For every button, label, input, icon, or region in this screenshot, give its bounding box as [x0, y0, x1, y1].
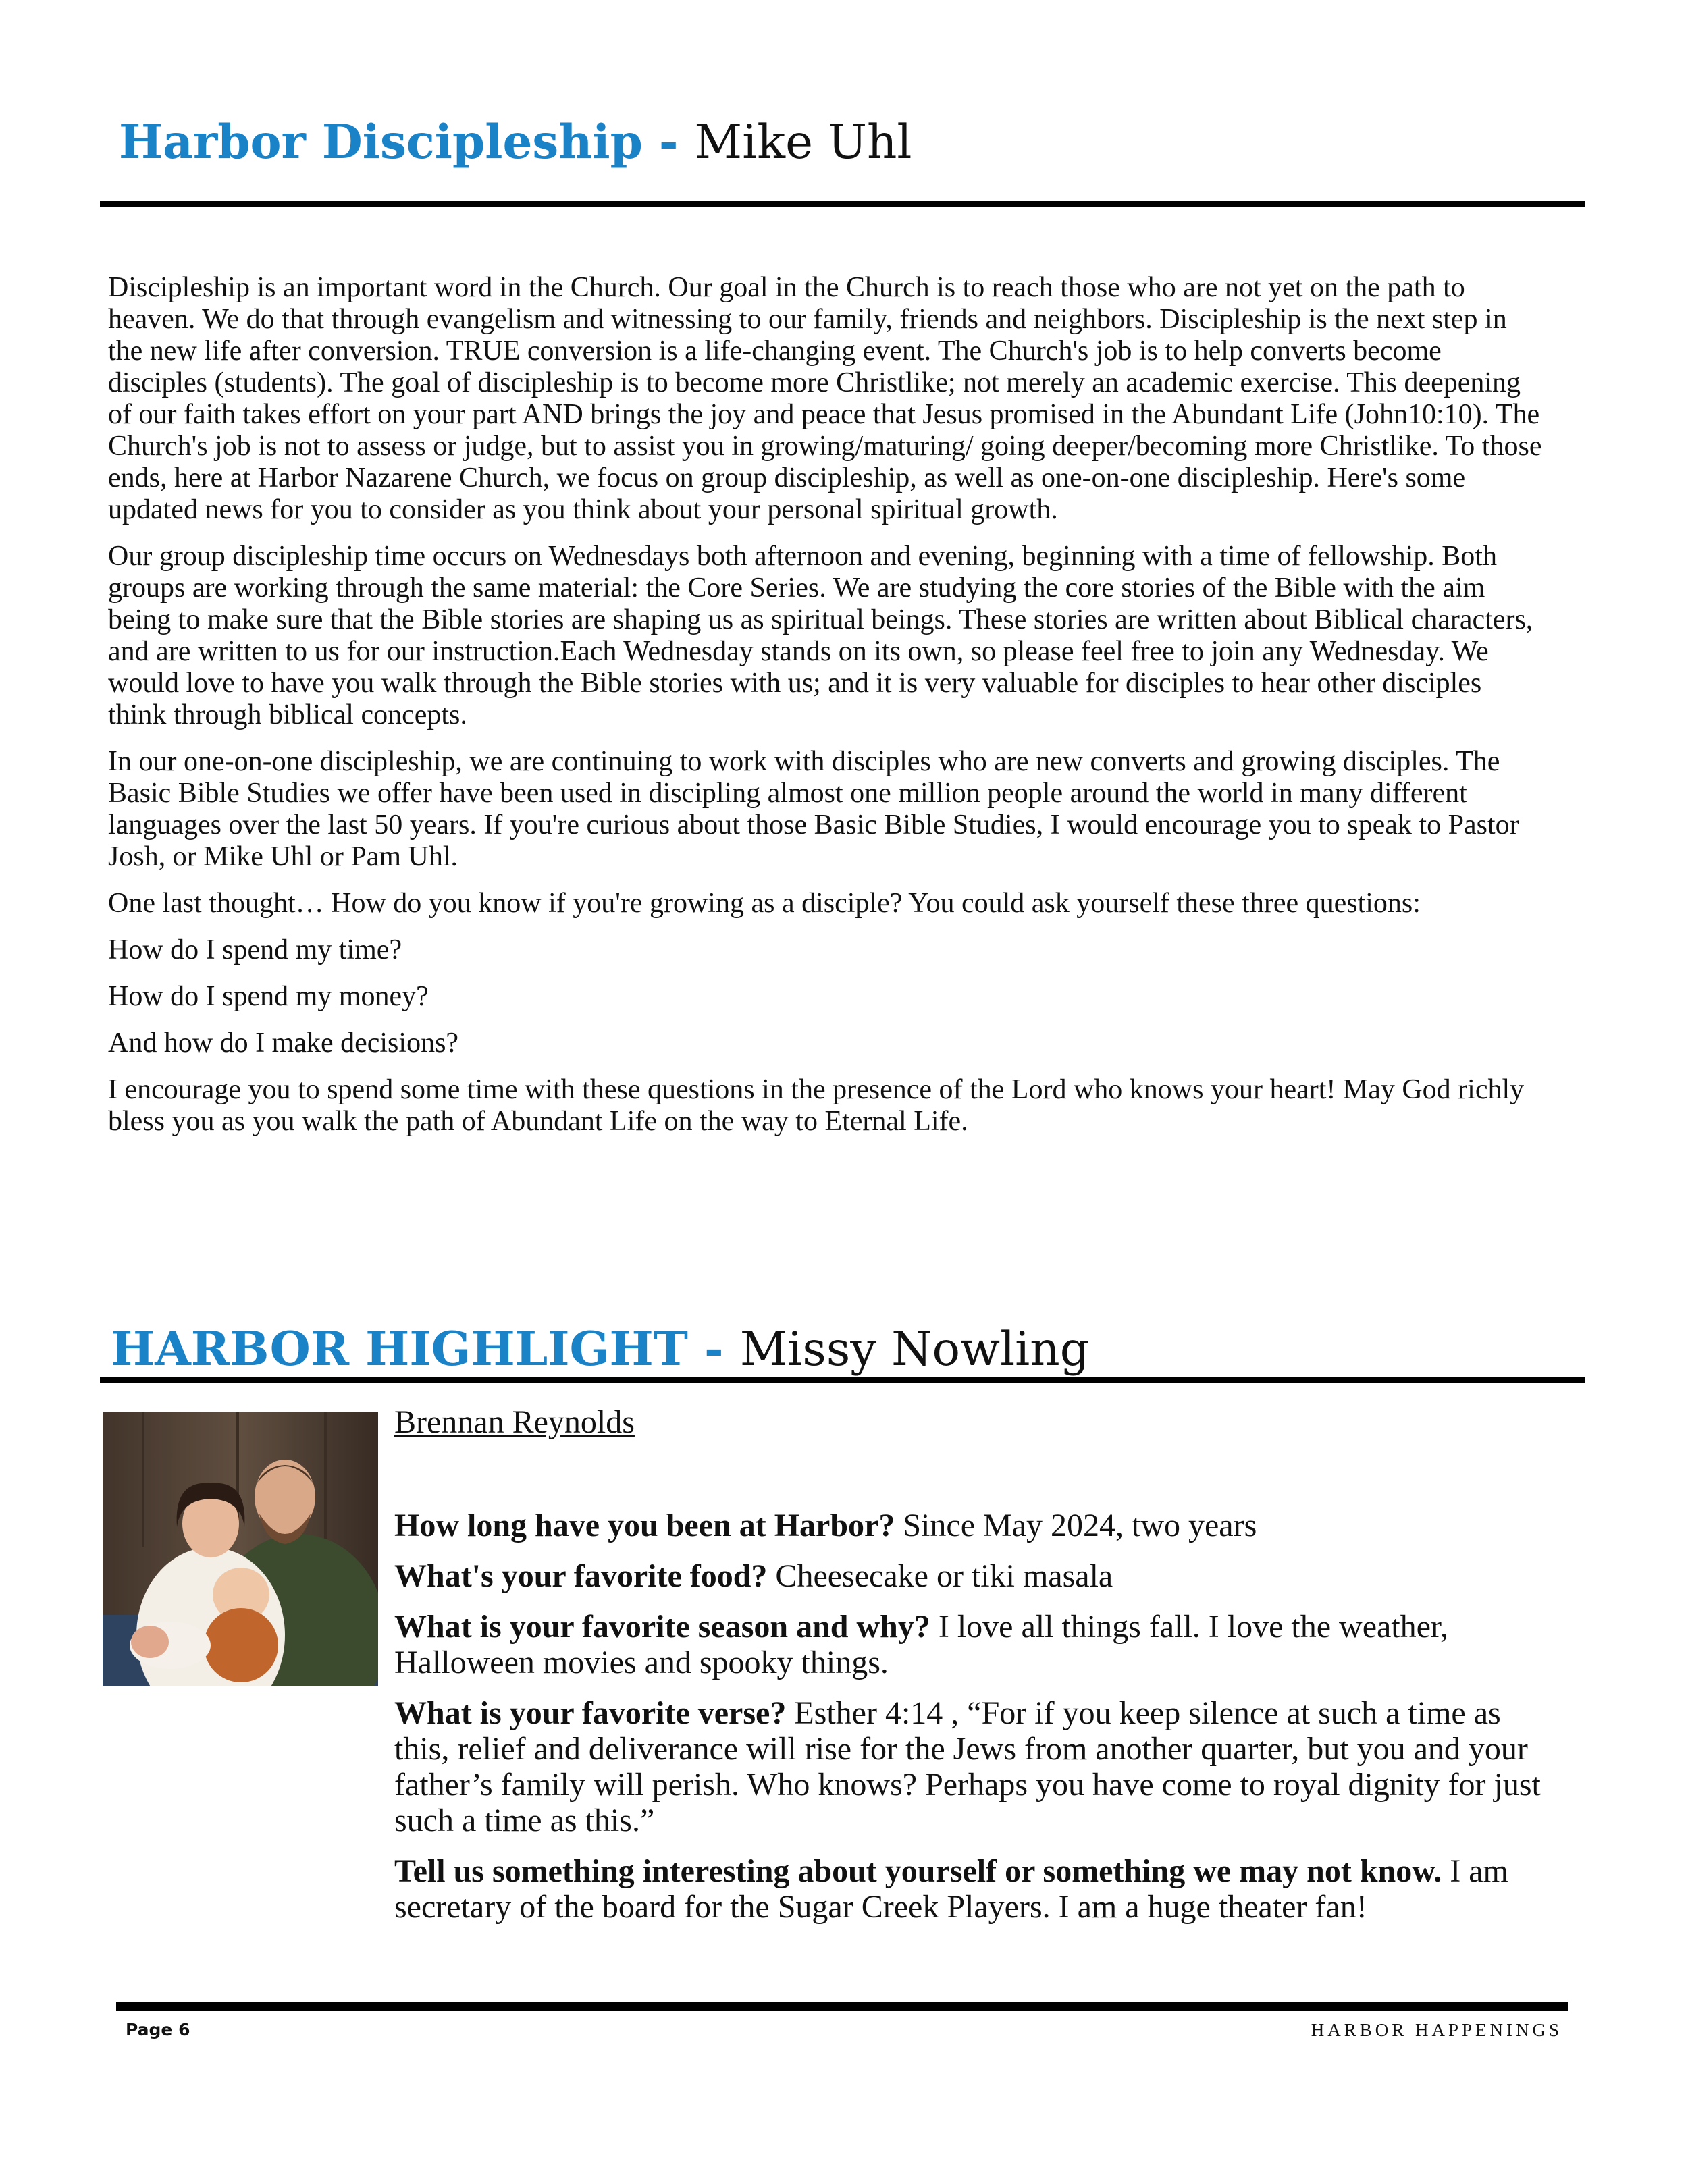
answer: I am secretary of the board for the Sugar Creek Players. I am a huge theater fan!: [394, 1853, 1508, 1925]
qa-item: [394, 1609, 1562, 1680]
article-paragraph: One last thought… How do you know if you're growing as a disciple? You could ask yourself these three questions:: [108, 888, 1421, 919]
question-line: How do I spend my money?: [108, 981, 429, 1012]
qa-item: [394, 1558, 1562, 1594]
question: Tell us something interesting about yourself or something we may not know.: [394, 1853, 1442, 1889]
article-paragraph: Discipleship is an important word in the Church. Our goal in the Church is to reach those who are not yet on the path to heaven. We do that through evangelism and witnessing to our family, friends and neighbors. Discipleship is the next step in the new life after conversion. TRUE conversion is a life-changing event. The Church's job is to help converts become disciples (students). The goal of discipleship is to become more Christlike; not merely an academic exercise. This deepening of our faith takes effort on your part AND brings the joy and peace that Jesus promised in the Abundant Life (John10:10). The Church's job is not to assess or judge, but to assist you in growing/maturing/ going deeper/becoming more Christlike. To those ends, here at Harbor Nazarene Church, we focus on group discipleship, as well as one-on-one discipleship. Here's some updated news for you to consider as you think about your personal spiritual growth.: [108, 272, 1542, 525]
article-paragraph: Our group discipleship time occurs on Wednesdays both afternoon and evening, beginning with a time of fellowship. Both groups are working through the same material: the Core Series. We are studying the core stories of the Bible with the aim being to make sure that the Bible stories are shaping us as spiritual beings. These stories are written about Biblical characters, and are written to us for our instruction.Each Wednesday stands on its own, so please feel free to join any Wednesday. We would love to have you walk through the Bible stories with us; and it is very valuable for disciples to hear other disciples think through biblical concepts.: [108, 541, 1533, 730]
footer-divider: [116, 2002, 1568, 2011]
section-divider: [100, 201, 1585, 207]
title-separator: -: [688, 1322, 740, 1377]
section-title: HARBOR HIGHLIGHT: [111, 1322, 688, 1377]
section-heading-discipleship: [119, 115, 912, 169]
person-name: Brennan Reynolds: [394, 1404, 635, 1440]
highlight-interview: [394, 1404, 1562, 1940]
discipleship-article: [108, 272, 1543, 1152]
question: How long have you been at Harbor?: [394, 1508, 895, 1543]
title-separator: -: [642, 115, 695, 169]
qa-item: [394, 1508, 1562, 1543]
answer: Esther 4:14 , “For if you keep silence at such a time as this, relief and deliverance will rise for the Jews from another quarter, but you and your father’s family will perish. Who knows? Perhaps you have come to royal dignity for just such a time as this.”: [394, 1695, 1541, 1838]
section-divider: [100, 1377, 1585, 1383]
answer: Cheesecake or tiki masala: [767, 1558, 1113, 1594]
section-author: Mike Uhl: [694, 115, 912, 169]
family-photo-image: [103, 1412, 378, 1686]
qa-item: [394, 1695, 1562, 1838]
article-paragraph: In our one-on-one discipleship, we are continuing to work with disciples who are new converts and growing disciples. The Basic Bible Studies we offer have been used in discipling almost one million people around the world in many different languages over the last 50 years. If you're curious about those Basic Bible Studies, I would encourage you to speak to Pastor Josh, or Mike Uhl or Pam Uhl.: [108, 746, 1519, 872]
question-line: And how do I make decisions?: [108, 1028, 459, 1059]
answer: I love all things fall. I love the weather, Halloween movies and spooky things.: [394, 1609, 1449, 1680]
question-line: How do I spend my time?: [108, 934, 402, 965]
newsletter-title: HARBOR HAPPENINGS: [1311, 2020, 1562, 2040]
question: What is your favorite season and why?: [394, 1609, 930, 1645]
question: What is your favorite verse?: [394, 1695, 787, 1731]
section-author: Missy Nowling: [739, 1323, 1090, 1377]
section-title: Harbor Discipleship: [119, 115, 643, 169]
answer: Since May 2024, two years: [895, 1508, 1257, 1543]
page-number: Page 6: [126, 2020, 190, 2040]
qa-item: [394, 1853, 1562, 1925]
question: What's your favorite food?: [394, 1558, 768, 1594]
section-heading-highlight: [111, 1322, 1090, 1377]
article-paragraph: I encourage you to spend some time with these questions in the presence of the Lord who knows your heart! May God richly bless you as you walk the path of Abundant Life on the way to Eternal Life.: [108, 1074, 1525, 1137]
family-photo: [103, 1412, 378, 1686]
